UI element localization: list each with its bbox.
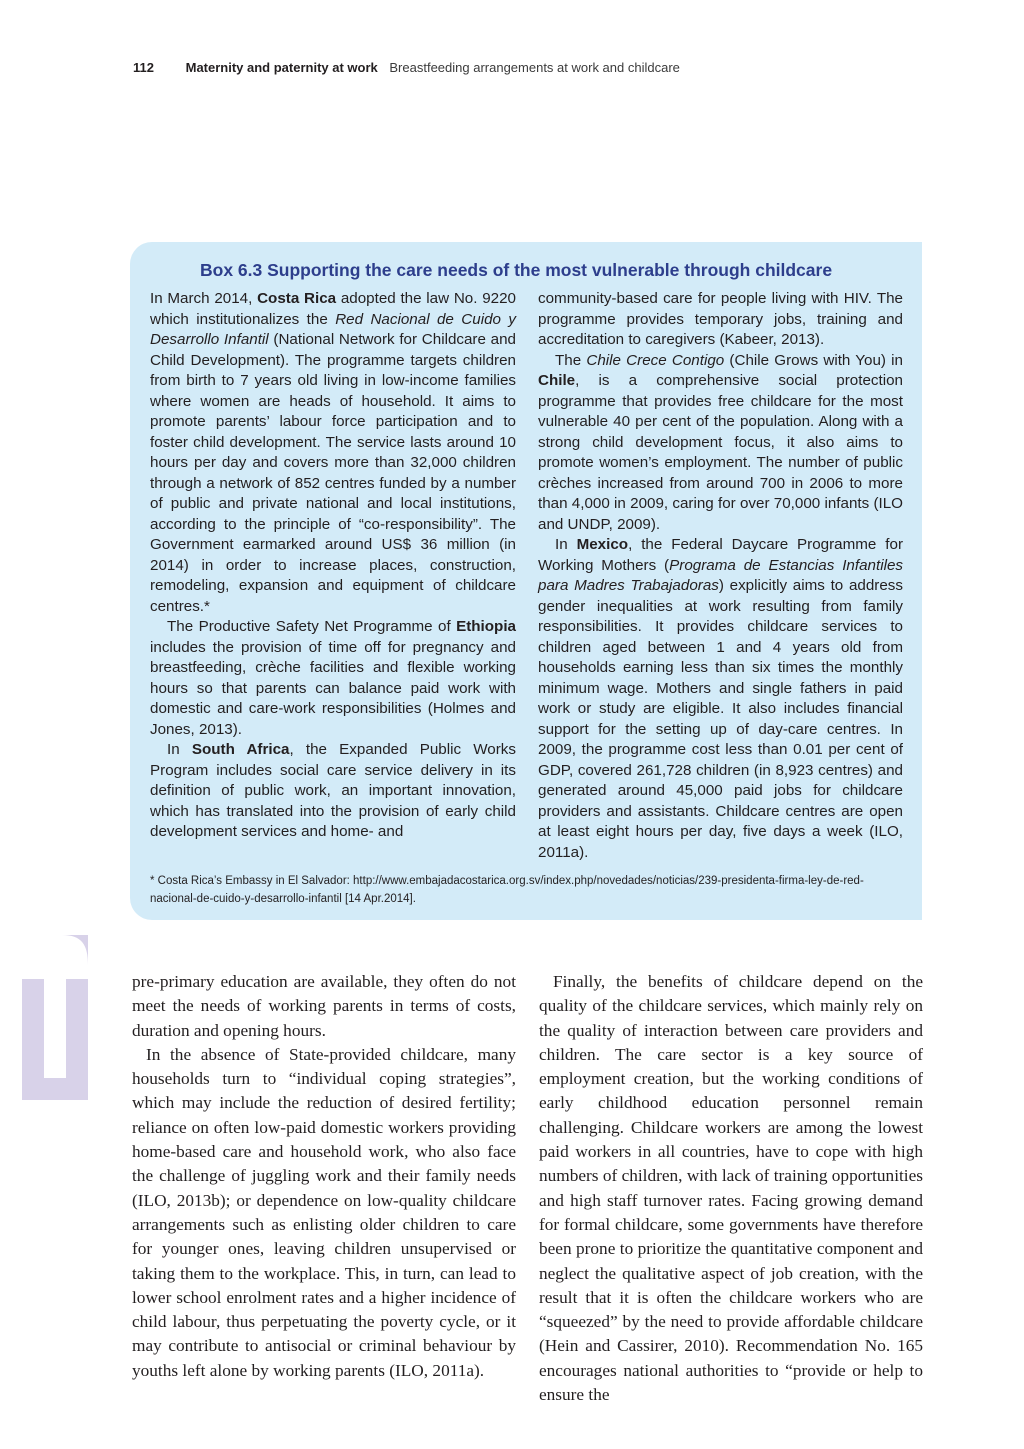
running-header	[133, 60, 680, 75]
body-left-column	[132, 970, 516, 1383]
box-paragraph-ethiopia	[150, 617, 516, 740]
text-span: ) explicitly aims to address gender inequalities at work resulting from family responsibilities. It provides childcare services to children aged between 1 and 4 years old from households earning less than six times the monthly minimum wage. Mothers and single fathers in paid work or study are eligible. It also includes financial support for the setting up of day-care centres. In 2009, the programme cost less than 0.01 per cent of GDP, covered 261,728 children (in 8,923 centres) and generated around 45,000 paid jobs for childcare providers and assistants. Childcare centres are open at least eight hours per day, five days a week (ILO, 2011a).	[538, 577, 903, 861]
country-name: South Africa	[191, 741, 290, 758]
body-paragraph: Finally, the benefits of childcare depend on the quality of the childcare services, which mainly rely on the quality of interaction between care providers and children. The care sector is a key source of employment creation, but the working conditions of early childhood education personnel remain challenging. Childcare workers are among the lowest paid workers in all countries, have to cope with high numbers of children, with lack of training opportunities and high staff turnover rates. Facing growing demand for formal childcare, some governments have therefore been prone to prioritize the quantitative component and neglect the qualitative aspect of job creation, with the result that it is often the childcare workers who are “squeezed” by the need to provide affordable childcare (Hein and Cassirer, 2010). Recommendation No. 165 encourages national authorities to “provide or help to ensure the	[539, 972, 923, 1405]
page-number: 112	[133, 60, 154, 75]
text-span: , the Expanded Public Works Program includes social care service delivery in its definition of public work, an important innovation, which has translated into the provision of early child development services and home- and	[150, 741, 516, 840]
box-paragraph-chile	[538, 351, 903, 536]
box-paragraph-costa-rica	[150, 289, 516, 617]
program-name: Programa de Estancias Infantiles para Madres Trabajadoras	[538, 556, 903, 594]
chapter-6-glyph	[22, 935, 88, 1100]
chapter-6-notch	[22, 935, 88, 979]
body-paragraph: pre-primary education are available, they often do not meet the needs of working parents in terms of costs, duration and opening hours.	[132, 972, 516, 1040]
country-name: Chile	[538, 372, 576, 389]
text-span: In March 2014,	[150, 290, 258, 307]
program-name: Red Nacional de Cuido y Desarrollo Infantil	[150, 310, 516, 348]
text-span: adopted the law No. 9220 which institutionalizes the	[150, 290, 516, 328]
text-span: The Productive Safety Net Programme of	[167, 618, 457, 635]
body-right-column	[539, 970, 923, 1407]
country-name: Mexico	[576, 536, 629, 553]
box-left-column	[150, 289, 516, 843]
box-right-column	[538, 289, 903, 863]
book-title: Maternity and paternity at work	[185, 60, 378, 75]
country-name: Ethiopia	[456, 618, 516, 635]
box-6-3	[130, 242, 922, 920]
box-paragraph-continuation: community-based care for people living with HIV. The programme provides temporary jobs, training and accreditation to caregivers (Kabeer, 2013).	[538, 290, 903, 348]
text-span: The	[555, 351, 587, 369]
text-span: (National Network for Childcare and Child Development). The programme targets children from birth to 7 years old living in low-income families where women are heads of household. It aims to promote parents’ labour force participation and to foster child development. The service lasts around 10 hours per day and covers more than 32,000 children through a network of 852 centres funded by a number of public and private national and local institutions, according to the principle of “co-responsibility”. The Government earmarked around US$ 36 million (in 2014) in order to increase places, construction, remodeling, expansion and equipment of childcare centres.*	[150, 331, 516, 615]
text-span: In	[167, 741, 192, 758]
box-footnote: * Costa Rica’s Embassy in El Salvador: http://www.embajadacostarica.org.sv/index.php/novedades/noticias/239-presidenta-firma-ley-de-red-nacional-de-cuido-y-desarrollo-infantil [14 Apr.2014].	[150, 875, 864, 905]
text-span: includes the provision of time off for pregnancy and breastfeeding, crèche facilities and flexible working hours so that parents can balance paid work with domestic and care-work responsibilities (Holmes and Jones, 2013).	[150, 638, 516, 738]
chapter-number-tab	[22, 935, 88, 1100]
body-paragraph: In the absence of State-provided childcare, many households turn to “individual coping strategies”, which may include the reduction of desired fertility; reliance on often low-paid domestic workers providing home-based care and household work, who also face the challenge of juggling work and their family needs (ILO, 2013b); or dependence on low-quality childcare arrangements such as enlisting older children to care for younger ones, leaving children unsupervised or taking them to the workplace. This, in turn, can lead to lower school enrolment rates and a higher incidence of child labour, thus perpetuating the poverty cycle, or it may contribute to antisocial or criminal behaviour by youths left alone by working parents (ILO, 2011a).	[132, 1044, 516, 1380]
chapter-title: Breastfeeding arrangements at work and childcare	[389, 60, 680, 75]
text-span: , the Federal Daycare Programme for Working Mothers (	[538, 536, 903, 574]
text-span: In	[555, 536, 577, 553]
country-name: Costa Rica	[257, 290, 337, 307]
box-paragraph-south-africa	[150, 740, 516, 843]
box-title: Box 6.3 Supporting the care needs of the most vulnerable through childcare	[200, 260, 833, 280]
program-name: Chile Crece Contigo	[586, 351, 725, 369]
text-span: , is a comprehensive social protection programme that provides free childcare for the most vulnerable 40 per cent of the population. Along with a strong child development focus, it also aims to promote women’s employment. The number of public crèches increased from around 700 in 2006 to more than 4,000 in 2009, caring for over 70,000 infants (ILO and UNDP, 2009).	[538, 372, 903, 533]
text-span: (Chile Grows with You) in	[724, 351, 903, 369]
box-paragraph-mexico	[538, 535, 903, 863]
